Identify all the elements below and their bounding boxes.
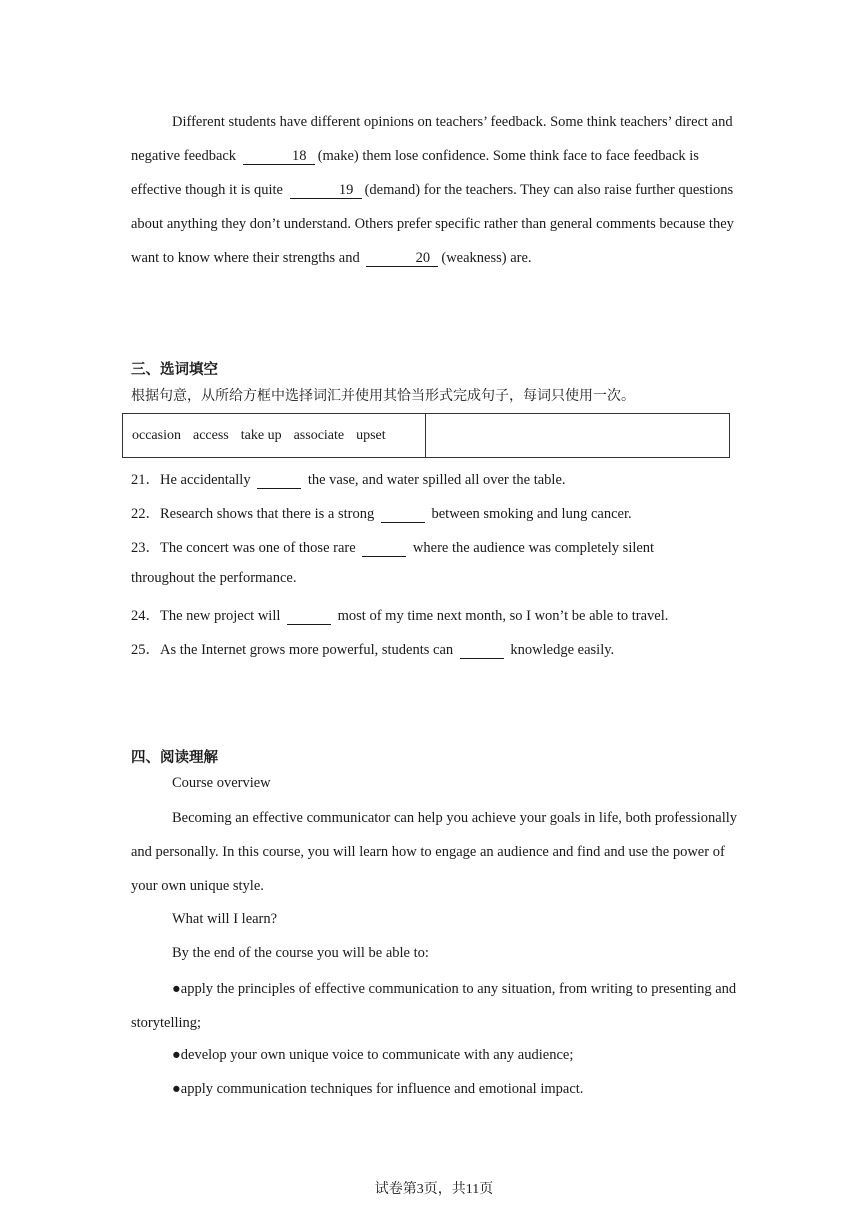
word-associate: associate [293, 427, 345, 443]
course-intro: Becoming an effective communicator can help you achieve your goals in life, both professionally and personally. In this course, you will learn how to engage an audience and find and use the power of your own unique style. [131, 810, 738, 894]
blank-21[interactable] [257, 473, 301, 489]
blank-25[interactable] [460, 643, 504, 659]
word-upset: upset [356, 427, 386, 443]
word-bank-list [123, 414, 426, 457]
blank-20[interactable]: 20 [366, 251, 438, 267]
bullet-1: ●apply the principles of effective communication to any situation, from writing to presenting and storytelling; [131, 981, 737, 1031]
question-22: 22．Research shows that there is a strong between smoking and lung cancer. [131, 506, 632, 522]
passage-text-3: (demand) for the teachers. They can also raise further questions about anything they don’t understand. Others prefer specific rather than general comments because they want to know where their strengths and [131, 182, 734, 266]
word-bank-box [122, 413, 730, 458]
blank-19[interactable]: 19 [290, 183, 362, 199]
learn-question: What will I learn? [172, 911, 278, 927]
word-take-up: take up [240, 427, 282, 443]
question-21: 21．He accidentally the vase, and water spilled all over the table. [131, 472, 566, 488]
word-bank-empty-cell [426, 414, 729, 457]
question-23-line2: throughout the performance. [131, 570, 297, 586]
question-24: 24．The new project will most of my time next month, so I won’t be able to travel. [131, 608, 669, 624]
blank-24[interactable] [287, 609, 331, 625]
page-footer: 试卷第3页，共11页 [374, 1182, 494, 1197]
question-25: 25．As the Internet grows more powerful, students can knowledge easily. [131, 642, 615, 658]
by-end-line: By the end of the course you will be able to: [172, 945, 429, 961]
passage-text-4: (weakness) are. [441, 250, 532, 266]
word-access: access [192, 427, 229, 443]
bullet-2: ●develop your own unique voice to communicate with any audience; [172, 1047, 574, 1063]
course-title: Course overview [172, 775, 271, 791]
blank-22[interactable] [381, 507, 425, 523]
bullet-3: ●apply communication techniques for influence and emotional impact. [172, 1081, 584, 1097]
word-occasion: occasion [132, 427, 181, 443]
passage-text-1: Different students have different opinions on teachers’ feedback. Some think teachers’ direct and negative feedback [131, 114, 733, 164]
section4-heading: 四、阅读理解 [131, 750, 218, 766]
feedback-passage [131, 105, 741, 275]
question-23: 23．The concert was one of those rare where the audience was completely silent [131, 540, 655, 556]
blank-23[interactable] [362, 541, 406, 557]
section3-instruction: 根据句意，从所给方框中选择词汇并使用其恰当形式完成句子，每词只使用一次。 [131, 388, 635, 404]
section3-heading: 三、选词填空 [131, 362, 218, 378]
blank-18[interactable]: 18 [243, 149, 315, 165]
passage-text-2: (make) them lose confidence. Some think face to face feedback is effective though it is quite [131, 148, 699, 198]
